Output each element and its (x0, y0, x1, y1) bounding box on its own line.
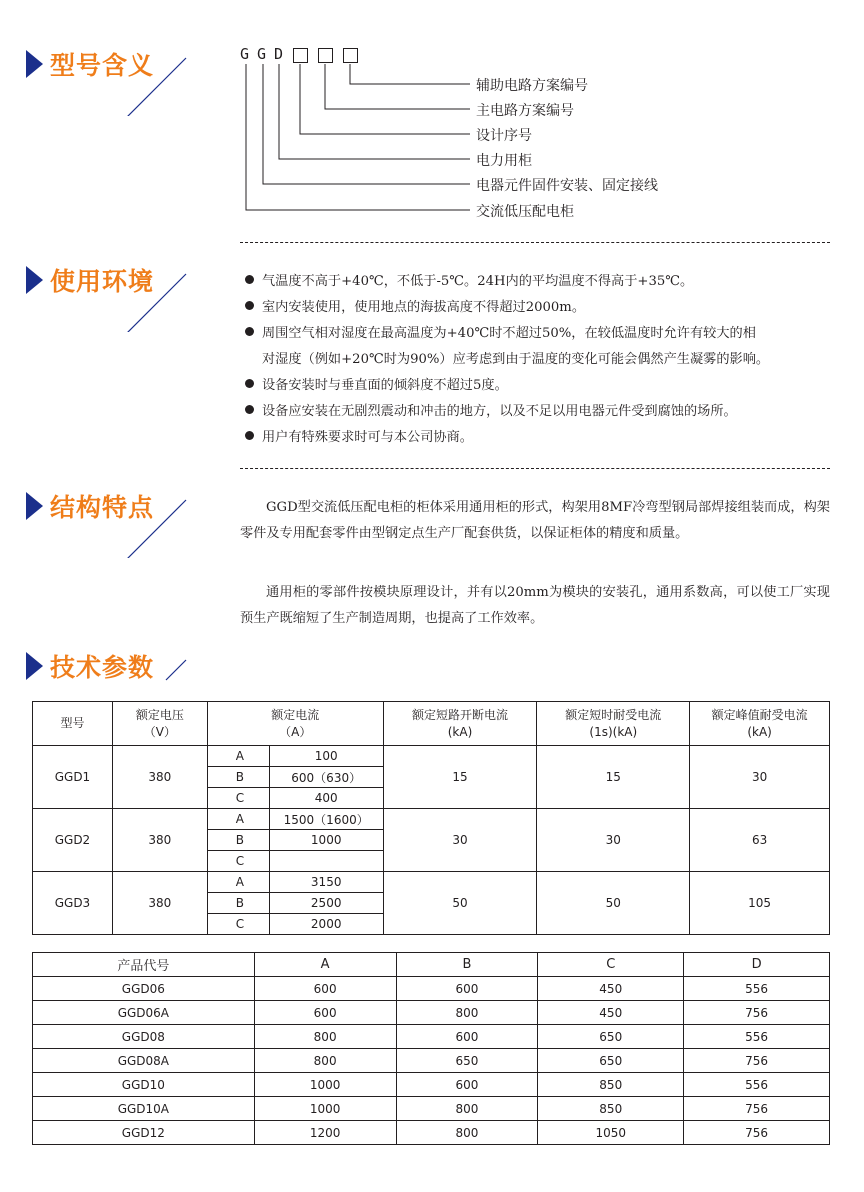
cell-short: 50 (537, 872, 690, 935)
table-header-row (33, 702, 830, 746)
cell-sub-letter: B (207, 767, 269, 788)
list-item-continuation: 对湿度（例如+20℃时为90%）应考虑到由于温度的变化可能会偶然产生凝雾的影响。 (262, 352, 770, 367)
cell-peak: 30 (690, 746, 830, 809)
list-item: 设备安装时与垂直面的倾斜度不超过5度。 (245, 374, 508, 393)
cell-short: 30 (537, 809, 690, 872)
cell-sub-letter: A (207, 746, 269, 767)
cell-voltage: 380 (112, 872, 207, 935)
header-current: 额定电流 （A） (207, 702, 383, 746)
cell: 600 (396, 1073, 538, 1097)
section-divider (240, 468, 830, 469)
code-letter: D (274, 45, 284, 63)
cell-break: 50 (383, 872, 537, 935)
cell-sub-letter: C (207, 914, 269, 935)
cell: GGD08 (33, 1025, 255, 1049)
slash-decoration-icon (26, 262, 196, 332)
cell-break: 15 (383, 746, 537, 809)
header-d: D (684, 953, 830, 977)
section-divider (240, 242, 830, 243)
code-label-main-circuit: 主电路方案编号 (476, 103, 574, 119)
table-row (33, 809, 830, 830)
cell-model: GGD2 (33, 809, 113, 872)
header-break-current: 额定短路开断电流 (kA) (383, 702, 537, 746)
tech-params-table (32, 701, 830, 935)
bullet-icon (245, 379, 254, 388)
cell: 850 (538, 1073, 684, 1097)
cell-sub-letter: B (207, 830, 269, 851)
cell: 600 (254, 1001, 396, 1025)
bullet-icon (245, 301, 254, 310)
list-item: 周围空气相对湿度在最高温度为+40℃时不超过50%，在较低温度时允许有较大的相 (245, 322, 756, 341)
header-product-code: 产品代号 (33, 953, 255, 977)
cell-current: 3150 (269, 872, 383, 893)
cell-model: GGD1 (33, 746, 113, 809)
cell: 556 (684, 1073, 830, 1097)
cell-current: 1500（1600） (269, 809, 383, 830)
cell: 450 (538, 1001, 684, 1025)
cell: 650 (538, 1049, 684, 1073)
table-row (33, 746, 830, 767)
list-item: 室内安装使用，使用地点的海拔高度不得超过2000m。 (245, 296, 585, 315)
list-item: 气温度不高于+40℃，不低于-5℃。24H内的平均温度不得高于+35℃。 (245, 270, 693, 289)
cell: GGD10 (33, 1073, 255, 1097)
cell: 756 (684, 1121, 830, 1145)
header-peak-current: 额定峰值耐受电流 (kA) (690, 702, 830, 746)
structure-paragraph-2: 通用柜的零部件按模块原理设计，并有以20mm为模块的安装孔，通用系数高，可以使工厂实现预生产既缩短了生产制造周期，也提高了工作效率。 (240, 585, 830, 626)
header-short-current: 额定短时耐受电流 (1s)(kA) (537, 702, 690, 746)
cell: GGD06A (33, 1001, 255, 1025)
cell: 556 (684, 1025, 830, 1049)
cell: 800 (396, 1121, 538, 1145)
cell-current: 400 (269, 788, 383, 809)
cell: GGD08A (33, 1049, 255, 1073)
cell: 650 (396, 1049, 538, 1073)
cell: 1050 (538, 1121, 684, 1145)
cell-current: 2500 (269, 893, 383, 914)
cell-current: 1000 (269, 830, 383, 851)
cell: GGD12 (33, 1121, 255, 1145)
code-label-fixed-wiring: 电器元件固件安装、固定接线 (476, 178, 658, 194)
cell: 756 (684, 1049, 830, 1073)
cell-break: 30 (383, 809, 537, 872)
cell: 1200 (254, 1121, 396, 1145)
cell: 850 (538, 1097, 684, 1121)
cell-model: GGD3 (33, 872, 113, 935)
section-header-environment (26, 262, 196, 332)
table-row (33, 1073, 830, 1097)
section-header-structure (26, 488, 196, 558)
table-row (33, 1121, 830, 1145)
cell-voltage: 380 (112, 809, 207, 872)
header-c: C (538, 953, 684, 977)
cell-sub-letter: A (207, 809, 269, 830)
code-connector-lines (0, 0, 864, 230)
cell: 450 (538, 977, 684, 1001)
section-title: 型号含义 (50, 51, 155, 80)
bullet-icon (245, 405, 254, 414)
header-voltage: 额定电压 （V） (112, 702, 207, 746)
cell-peak: 105 (690, 872, 830, 935)
table-row (33, 1097, 830, 1121)
cell-sub-letter: C (207, 788, 269, 809)
bullet-icon (245, 327, 254, 336)
cell-voltage: 380 (112, 746, 207, 809)
cell: 600 (254, 977, 396, 1001)
cell: 1000 (254, 1073, 396, 1097)
code-label-ac-lv-cabinet: 交流低压配电柜 (476, 204, 574, 220)
cell: 1000 (254, 1097, 396, 1121)
cell-sub-letter: B (207, 893, 269, 914)
cell: 600 (396, 1025, 538, 1049)
table-row (33, 1049, 830, 1073)
slash-decoration-icon (26, 488, 196, 558)
cell-current: 600（630） (269, 767, 383, 788)
table-row (33, 1001, 830, 1025)
cell: 800 (254, 1025, 396, 1049)
bullet-icon (245, 431, 254, 440)
cell: 756 (684, 1097, 830, 1121)
cell-current: 2000 (269, 914, 383, 935)
header-model: 型号 (33, 702, 113, 746)
table-header-row (33, 953, 830, 977)
header-a: A (254, 953, 396, 977)
cell: GGD06 (33, 977, 255, 1001)
table-row (33, 1025, 830, 1049)
cell-current (269, 851, 383, 872)
cell: 556 (684, 977, 830, 1001)
cell: 800 (396, 1001, 538, 1025)
code-letter: G (240, 45, 250, 63)
table-row (33, 977, 830, 1001)
cell-peak: 63 (690, 809, 830, 872)
cell: 650 (538, 1025, 684, 1049)
code-label-design-seq: 设计序号 (476, 128, 532, 144)
dimension-table (32, 952, 830, 1145)
cell-sub-letter: A (207, 872, 269, 893)
code-label-power-cabinet: 电力用柜 (476, 153, 532, 169)
cell-short: 15 (537, 746, 690, 809)
code-label-aux-circuit: 辅助电路方案编号 (476, 78, 588, 94)
list-item: 用户有特殊要求时可与本公司协商。 (245, 426, 473, 445)
structure-paragraph-1: GGD型交流低压配电柜的柜体采用通用柜的形式，构架用8MF冷弯型钢局部焊接组装而成，构架零件及专用配套零件由型钢定点生产厂配套供货，以保证柜体的精度和质量。 (240, 500, 830, 541)
code-letter: G (257, 45, 267, 63)
cell: 800 (396, 1097, 538, 1121)
list-item: 设备应安装在无剧烈震动和冲击的地方，以及不足以用电器元件受到腐蚀的场所。 (245, 400, 737, 419)
section-title: 技术参数 (50, 653, 155, 682)
cell: 600 (396, 977, 538, 1001)
header-b: B (396, 953, 538, 977)
cell-sub-letter: C (207, 851, 269, 872)
cell: 756 (684, 1001, 830, 1025)
section-title: 结构特点 (50, 493, 155, 522)
section-title: 使用环境 (50, 267, 155, 296)
cell: 800 (254, 1049, 396, 1073)
cell-current: 100 (269, 746, 383, 767)
cell: GGD10A (33, 1097, 255, 1121)
table-row (33, 872, 830, 893)
bullet-icon (245, 275, 254, 284)
